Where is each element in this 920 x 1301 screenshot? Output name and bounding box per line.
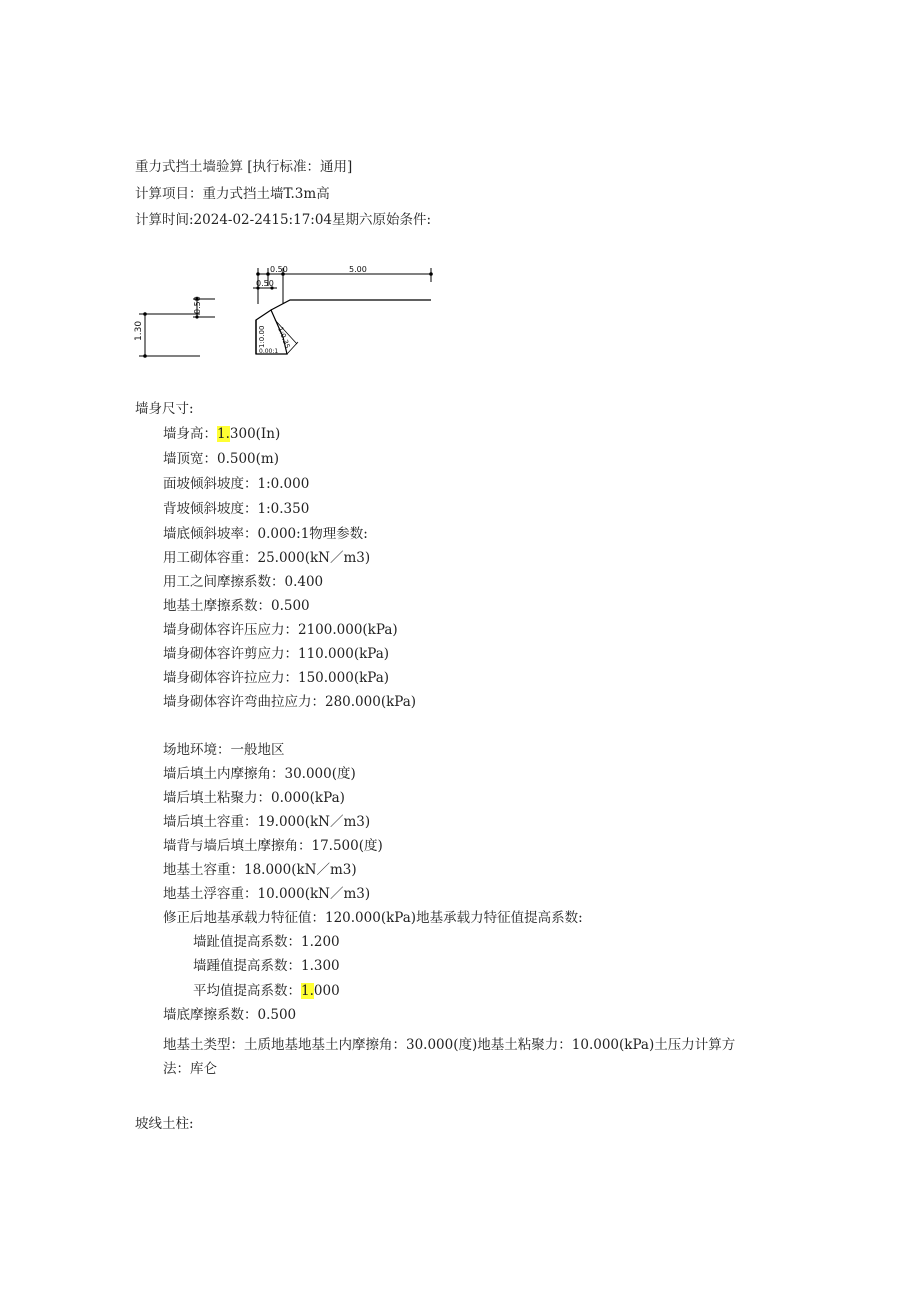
backfill-surface: [271, 300, 431, 310]
bearing-capacity-line: 修正后地基承载力特征值：120.000(kPa)地基承载力特征值提高系数:: [163, 910, 583, 926]
fill-weight-line: 墙后填土容重：19.000(kN／m3): [163, 814, 371, 830]
time-line: 计算时间:2024-02-2415:17:04星期六原始条件:: [135, 212, 432, 228]
soil-type-line-2: 法：库仑: [163, 1061, 217, 1077]
wall-dims-heading: 墙身尺寸:: [135, 401, 194, 417]
heel-factor-line: 墙踵值提高系数：1.300: [193, 958, 340, 974]
avg-factor-prefix: 平均值提高系数：: [193, 983, 301, 999]
wall-height-line: [163, 425, 280, 443]
doc-title: 重力式挡土墙验算 [执行标准：通用]: [135, 159, 353, 175]
allow-compress-line: 墙身砌体容许压应力：2100.000(kPa): [163, 622, 398, 638]
top-dim-b-label: 5.00: [349, 265, 367, 274]
slope-face-label: 1:0.00: [258, 325, 266, 348]
wall-height-highlight: 1.: [217, 426, 230, 442]
wall-diagram: [125, 262, 445, 367]
foundation-weight-line: 地基土容重：18.000(kN／m3): [163, 862, 357, 878]
left-small-dimension: [193, 296, 215, 318]
avg-factor-rest: 000: [313, 983, 340, 999]
avg-factor-line: [193, 982, 340, 1000]
top-width-line: 墙顶宽：0.500(m): [163, 451, 279, 467]
wall-height-prefix: 墙身高：: [163, 426, 217, 442]
allow-shear-line: 墙身砌体容许剪应力：110.000(kPa): [163, 646, 390, 662]
face-slope-line: 面坡倾斜坡度：1:0.000: [163, 476, 310, 492]
left-small-label: 0.50: [193, 296, 202, 314]
friction-angle-line: 墙后填土内摩擦角：30.000(度): [163, 766, 356, 782]
avg-factor-highlight: 1.: [301, 983, 314, 999]
top-dimension-chain: [253, 265, 433, 304]
allow-bending-line: 墙身砌体容许弯曲拉应力：280.000(kPa): [163, 694, 417, 710]
base-friction-line: 墙底摩擦系数：0.500: [163, 1007, 297, 1023]
left-height-dimension: [134, 312, 200, 358]
wall-height-rest: 300(In): [229, 426, 281, 442]
cohesion-line: 墙后填土粘聚力：0.000(kPa): [163, 790, 345, 806]
toe-factor-line: 墙趾值提高系数：1.200: [193, 934, 340, 950]
foundation-friction-line: 地基土摩擦系数：0.500: [163, 598, 310, 614]
top-dim-c-label: 0.50: [256, 279, 274, 288]
slope-base-label: 0.00:1: [259, 348, 279, 355]
slope-back-label: 1:0.35: [276, 325, 292, 350]
back-slope-line: 背坡倾斜坡度：1:0.350: [163, 501, 310, 517]
top-dim-a-label: 0.50: [270, 265, 288, 274]
masonry-friction-line: 用工之间摩擦系数：0.400: [163, 574, 324, 590]
site-environment-line: 场地环境：一般地区: [163, 742, 285, 758]
masonry-weight-line: 用工砌体容重：25.000(kN／m3): [163, 550, 371, 566]
base-slope-line: 墙底倾斜坡率：0.000:1物理参数:: [163, 526, 368, 542]
wall-fill-friction-line: 墙背与墙后填土摩擦角：17.500(度): [163, 838, 383, 854]
left-height-label: 1.30: [134, 320, 144, 341]
soil-type-line-1: 地基土类型：土质地基地基土内摩擦角：30.000(度)地基土粘聚力：10.000(kPa)土压力计算方: [163, 1037, 736, 1053]
allow-tension-line: 墙身砌体容许拉应力：150.000(kPa): [163, 670, 390, 686]
project-line: 计算项目：重力式挡土墙T.3m高: [135, 186, 330, 202]
slope-soil-heading: 坡线土柱:: [135, 1116, 194, 1132]
foundation-buoyant-line: 地基土浮容重：10.000(kN／m3): [163, 886, 371, 902]
